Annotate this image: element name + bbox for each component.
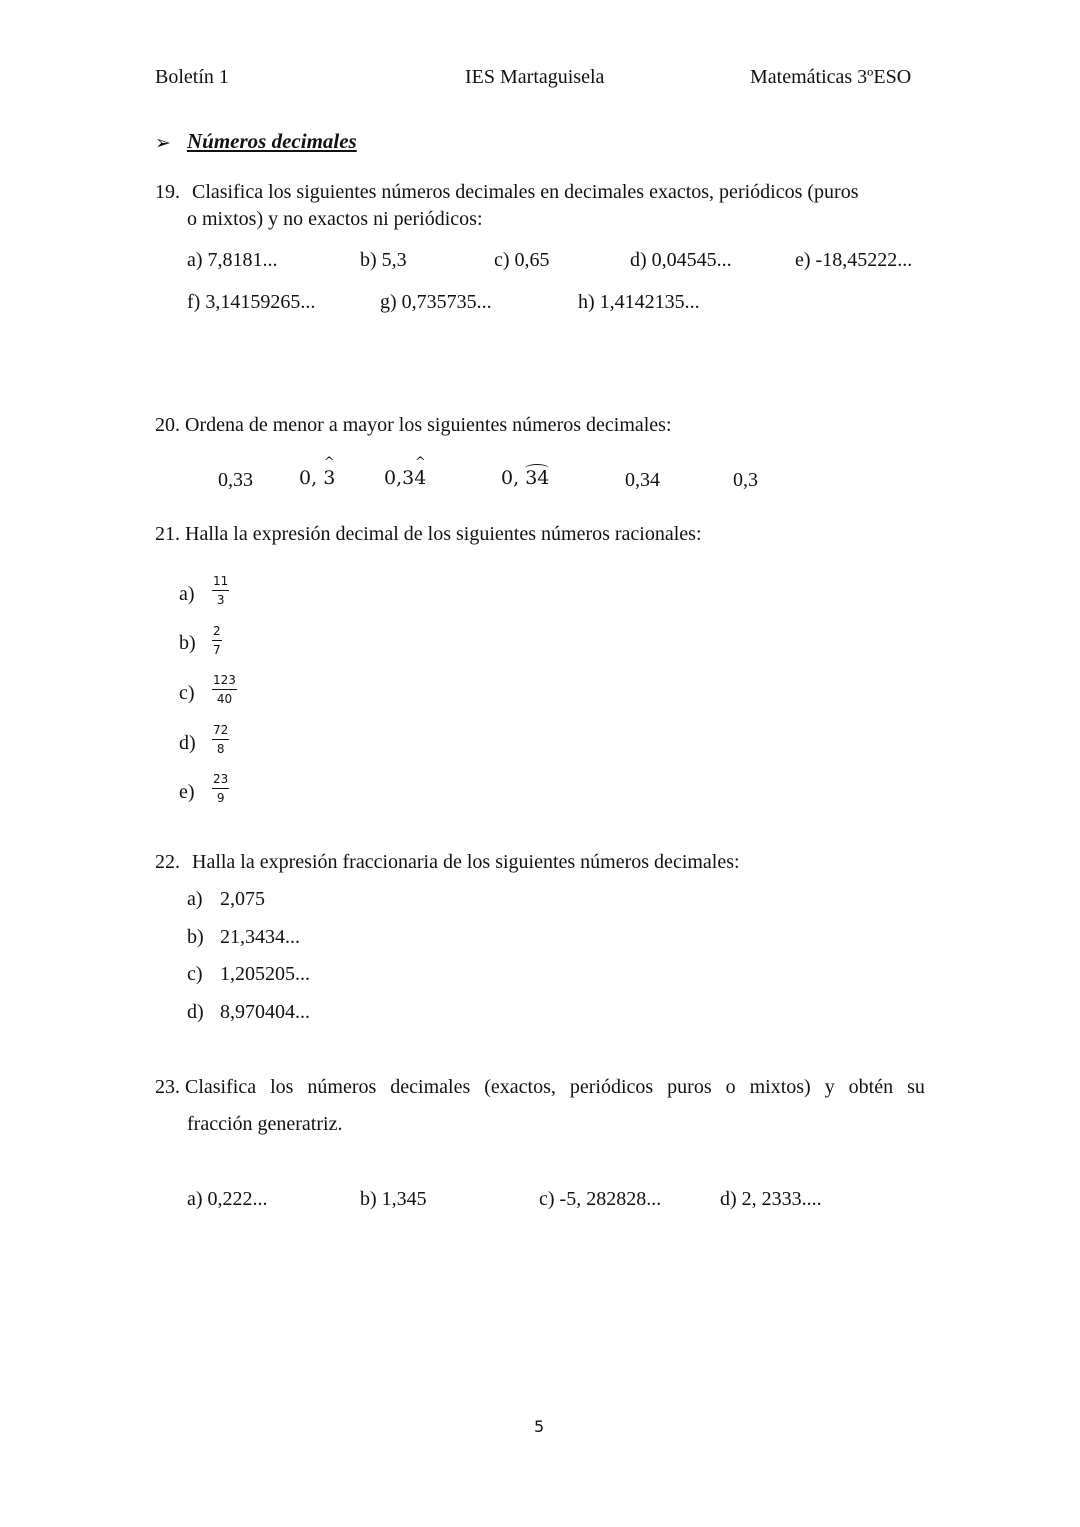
numerator: 23 (213, 772, 229, 786)
page-number: 5 (534, 1417, 545, 1436)
word: puros (667, 1076, 712, 1098)
q21-text: 21. Halla la expresión decimal de los siguientes números racionales: (155, 523, 702, 545)
q21-label-d: d) (179, 732, 196, 754)
q23-item-b: b) 1,345 (360, 1188, 427, 1210)
denominator: 7 (213, 643, 221, 657)
numerator: 72 (213, 723, 229, 737)
word: mixtos) (749, 1076, 811, 1098)
q21-label-c: c) (179, 682, 195, 704)
q22-number: 22. (155, 851, 180, 873)
word: (exactos, (484, 1076, 556, 1098)
denominator: 3 (216, 593, 225, 607)
denominator: 40 (216, 692, 233, 706)
word: 23. Clasifica (155, 1076, 257, 1098)
q19-line2: o mixtos) y no exactos ni periódicos: (187, 208, 483, 230)
q23-item-c: c) -5, 282828... (539, 1188, 662, 1210)
q19-item-b: b) 5,3 (360, 249, 407, 271)
bullet-arrow-icon: ➢ (155, 132, 171, 154)
q19-item-d: d) 0,04545... (630, 249, 732, 271)
word: decimales (390, 1076, 471, 1098)
q19-item-g: g) 0,735735... (380, 291, 492, 313)
word: y (824, 1076, 835, 1098)
repeat-mark-arc: 34 (525, 467, 550, 489)
q22-label-c: c) (187, 963, 203, 985)
word: obtén (848, 1076, 894, 1098)
q19-item-e: e) -18,45222... (795, 249, 913, 271)
q19-number: 19. (155, 181, 180, 203)
repeat-mark-hat: ^ 4 (414, 467, 426, 489)
header-left: Boletín 1 (155, 66, 229, 88)
numerator: 2 (213, 624, 221, 638)
q22-label-d: d) (187, 1001, 204, 1023)
q23-item-a: a) 0,222... (187, 1188, 268, 1210)
q20-number-3: 0,3^ 4 (384, 467, 426, 489)
q22-label-b: b) (187, 926, 204, 948)
numerator: 123 (213, 673, 236, 687)
q22-label-a: a) (187, 888, 203, 910)
q20-number-5: 0,34 (625, 469, 660, 491)
q20-number-2: 0, ^ 3 (299, 467, 335, 489)
q21-fraction-a (212, 575, 229, 607)
repeat-mark-hat: ^ 3 (323, 467, 335, 489)
header-right: Matemáticas 3ºESO (750, 66, 912, 88)
word: números (307, 1076, 377, 1098)
q21-label-e: e) (179, 781, 195, 803)
q21-fraction-b (212, 625, 222, 657)
q19-item-a: a) 7,8181... (187, 249, 278, 271)
denominator: 9 (216, 791, 225, 805)
q20-text: 20. Ordena de menor a mayor los siguientes números decimales: (155, 414, 672, 436)
section-title: Números decimales (187, 129, 357, 153)
q22-value-b: 21,3434... (220, 926, 300, 948)
q19-item-c: c) 0,65 (494, 249, 550, 271)
q21-fraction-e (212, 773, 229, 805)
q19-line1: Clasifica los siguientes números decimales en decimales exactos, periódicos (puros (192, 181, 859, 203)
q21-label-b: b) (179, 632, 196, 654)
q22-text: Halla la expresión fraccionaria de los siguientes números decimales: (192, 851, 740, 873)
q23-line1 (155, 1074, 925, 1100)
q22-value-d: 8,970404... (220, 1001, 310, 1023)
q23-line2: fracción generatriz. (187, 1113, 343, 1135)
q20-number-1: 0,33 (218, 469, 253, 491)
word: su (907, 1076, 925, 1098)
q22-value-a: 2,075 (220, 888, 265, 910)
q21-fraction-c (212, 674, 237, 706)
q21-fraction-d (212, 724, 229, 756)
q20-number-4: 0, 34 (501, 467, 550, 489)
word: periódicos (569, 1076, 654, 1098)
q22-value-c: 1,205205... (220, 963, 310, 985)
word: o (725, 1076, 736, 1098)
q19-item-h: h) 1,4142135... (578, 291, 700, 313)
q21-label-a: a) (179, 583, 195, 605)
q19-item-f: f) 3,14159265... (187, 291, 316, 313)
header-center: IES Martaguisela (465, 66, 605, 88)
numerator: 11 (213, 574, 229, 588)
q20-number-6: 0,3 (733, 469, 758, 491)
word: los (270, 1076, 294, 1098)
q23-item-d: d) 2, 2333.... (720, 1188, 822, 1210)
denominator: 8 (216, 742, 225, 756)
